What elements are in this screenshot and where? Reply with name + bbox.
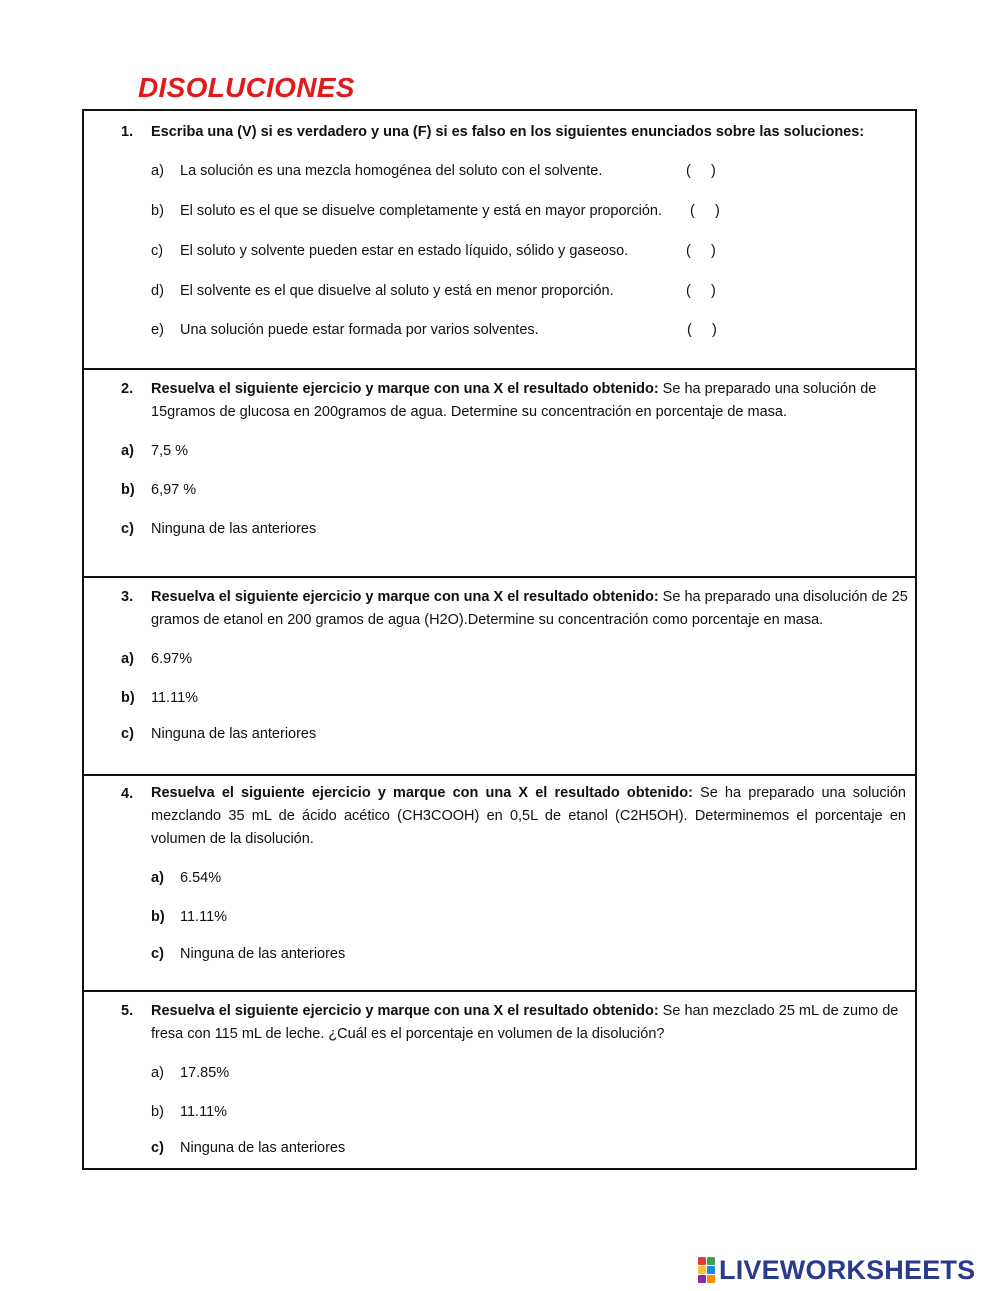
- option-a[interactable]: 17.85%: [180, 1065, 230, 1081]
- question-instruction: Resuelva el siguiente ejercicio y marque con una X el resultado obtenido:: [151, 1003, 659, 1019]
- worksheet-title: DISOLUCIONES: [138, 72, 355, 103]
- question-1: [84, 111, 915, 369]
- question-statement: Se ha preparado una solución mezclando 35 mL de ácido acético (CH3COOH) en 0,5L de etanol (C2H5OH). Determinemos el porcentaje en volumen de la disolución.: [151, 785, 906, 847]
- question-prompt: [151, 379, 876, 399]
- option-letter: b): [151, 203, 164, 219]
- option-b[interactable]: 11.11%: [180, 1104, 228, 1120]
- question-4: [84, 776, 915, 990]
- option-letter: b): [121, 690, 135, 706]
- option-b[interactable]: 11.11%: [151, 690, 199, 706]
- option-letter: a): [121, 443, 134, 459]
- answer-blank[interactable]: ( ): [687, 322, 717, 338]
- logo-block: [698, 1266, 706, 1274]
- answer-blank[interactable]: ( ): [686, 163, 716, 179]
- answer-blank[interactable]: ( ): [686, 283, 716, 299]
- statement-text: Una solución puede estar formada por varios solventes.: [180, 322, 539, 338]
- statement-text: La solución es una mezcla homogénea del soluto con el solvente.: [180, 163, 603, 179]
- logo-block: [698, 1275, 706, 1283]
- option-letter: a): [151, 1065, 164, 1081]
- question-number: 1.: [121, 124, 134, 140]
- option-c[interactable]: Ninguna de las anteriores: [180, 946, 346, 962]
- option-letter: c): [121, 726, 134, 742]
- question-instruction: Resuelva el siguiente ejercicio y marque con una X el resultado obtenido:: [151, 785, 693, 801]
- question-statement: Se han mezclado 25 mL de zumo de: [658, 1003, 899, 1019]
- logo-block: [707, 1275, 715, 1283]
- question-prompt: [151, 782, 906, 851]
- question-statement-cont: fresa con 115 mL de leche. ¿Cuál es el porcentaje en volumen de la disolución?: [151, 1026, 665, 1042]
- option-a[interactable]: 7,5 %: [151, 443, 189, 459]
- option-letter: b): [151, 909, 165, 925]
- question-statement: Se ha preparado una solución de: [658, 381, 877, 397]
- logo-block: [707, 1266, 715, 1274]
- question-2: [84, 370, 915, 576]
- liveworksheets-logo: [698, 1255, 975, 1285]
- option-letter: a): [151, 163, 164, 179]
- question-5: [84, 992, 915, 1168]
- option-b[interactable]: 11.11%: [180, 909, 228, 925]
- question-number: 3.: [121, 589, 134, 605]
- logo-block: [698, 1257, 706, 1265]
- option-letter: c): [151, 946, 164, 962]
- question-prompt: Escriba una (V) si es verdadero y una (F) si es falso en los siguientes enunciados sobre las soluciones:: [151, 124, 865, 140]
- answer-blank[interactable]: ( ): [690, 203, 720, 219]
- logo-block: [707, 1257, 715, 1265]
- option-a[interactable]: 6.54%: [180, 870, 222, 886]
- question-number: 2.: [121, 381, 134, 397]
- question-statement: Se ha preparado una disolución de 25: [658, 589, 908, 605]
- question-number: 5.: [121, 1003, 134, 1019]
- option-letter: b): [121, 482, 135, 498]
- option-letter: c): [151, 243, 164, 259]
- statement-text: El solvente es el que disuelve al soluto y está en menor proporción.: [180, 283, 614, 299]
- statement-text: El soluto y solvente pueden estar en estado líquido, sólido y gaseoso.: [180, 243, 629, 259]
- option-letter: e): [151, 322, 164, 338]
- question-number: 4.: [121, 786, 134, 802]
- option-letter: a): [121, 651, 134, 667]
- worksheet-frame: [82, 109, 917, 1170]
- question-prompt: [151, 587, 908, 607]
- question-3: [84, 578, 915, 774]
- option-letter: a): [151, 870, 164, 886]
- option-letter: c): [151, 1140, 164, 1156]
- question-instruction: Resuelva el siguiente ejercicio y marque con una X el resultado obtenido:: [151, 381, 659, 397]
- option-b[interactable]: 6,97 %: [151, 482, 197, 498]
- option-letter: d): [151, 283, 164, 299]
- logo-text: LIVEWORKSHEETS: [719, 1254, 976, 1285]
- option-a[interactable]: 6.97%: [151, 651, 193, 667]
- option-c[interactable]: Ninguna de las anteriores: [151, 521, 317, 537]
- question-prompt: [151, 1001, 898, 1021]
- question-statement-cont: 15gramos de glucosa en 200gramos de agua. Determine su concentración en porcentaje de masa.: [151, 404, 787, 420]
- logo-blocks-icon: [698, 1257, 715, 1283]
- answer-blank[interactable]: ( ): [686, 243, 716, 259]
- question-statement-cont: gramos de etanol en 200 gramos de agua (H2O).Determine su concentración como porcentaje en masa.: [151, 612, 824, 628]
- option-letter: c): [121, 521, 134, 537]
- option-c[interactable]: Ninguna de las anteriores: [151, 726, 317, 742]
- statement-text: El soluto es el que se disuelve completamente y está en mayor proporción.: [180, 203, 662, 219]
- option-letter: b): [151, 1104, 164, 1120]
- option-c[interactable]: Ninguna de las anteriores: [180, 1140, 346, 1156]
- question-instruction: Resuelva el siguiente ejercicio y marque con una X el resultado obtenido:: [151, 589, 659, 605]
